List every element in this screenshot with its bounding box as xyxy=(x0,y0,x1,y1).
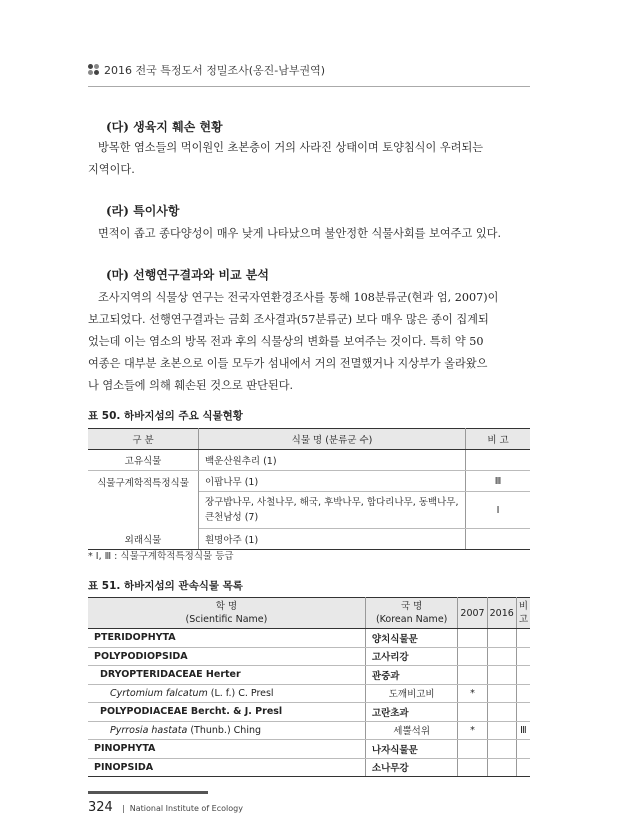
footer-org-name: National Institute of Ecology xyxy=(129,804,243,813)
mark-2007 xyxy=(458,666,487,685)
remark: Ⅲ xyxy=(516,721,530,740)
taxon-name xyxy=(88,684,365,703)
taxon-name: PINOPSIDA xyxy=(88,758,365,777)
table-row xyxy=(88,758,530,777)
mark-2007: * xyxy=(458,684,487,703)
remark xyxy=(516,703,530,722)
table-cell: 백운산원추리 (1) xyxy=(199,450,466,471)
section-body-damage xyxy=(88,137,530,181)
table-row xyxy=(88,647,530,666)
table-row xyxy=(88,471,530,492)
remark xyxy=(516,758,530,777)
header-title: 2016 전국 특정도서 정밀조사(옹진-남부권역) xyxy=(104,64,326,77)
taxon-author: (Thunb.) Ching xyxy=(187,724,262,736)
footer-rule xyxy=(88,791,208,794)
body-line: 보고되었다. 선행연구결과는 금회 조사결과(57분류군) 보다 매우 많은 종이 집계되 xyxy=(88,313,489,326)
table-cell xyxy=(466,529,531,550)
table-row xyxy=(88,666,530,685)
table-header-cell: 비고 xyxy=(516,598,530,629)
body-line: 었는데 이는 염소의 방목 전과 후의 식물상의 변화를 보여주는 것이다. 특히 약 50 xyxy=(88,335,484,348)
table-cell: 식물구계학적특정식물 xyxy=(88,471,199,529)
remark xyxy=(516,647,530,666)
table-cell xyxy=(466,450,531,471)
table-header-cell: 2016 xyxy=(487,598,516,629)
table-row xyxy=(88,684,530,703)
taxon-name: POLYPODIOPSIDA xyxy=(88,647,365,666)
table-header-cell xyxy=(365,598,458,629)
table-header-cell: 구 분 xyxy=(88,429,199,450)
table-cell: Ⅲ xyxy=(466,471,531,492)
mark-2016 xyxy=(487,721,516,740)
header-subtext: (Scientific Name) xyxy=(185,614,268,625)
table-row xyxy=(88,629,530,648)
korean-name: 세뿔석위 xyxy=(365,721,458,740)
table51-caption: 표 51. 하바지섬의 관속식물 목록 xyxy=(88,580,243,592)
remark xyxy=(516,666,530,685)
grid-dots-icon xyxy=(88,64,100,76)
table-header-cell: 비 고 xyxy=(466,429,531,450)
mark-2016 xyxy=(487,758,516,777)
taxon-name-italic: Cyrtomium falcatum xyxy=(110,687,208,699)
mark-2007 xyxy=(458,703,487,722)
section-title-comparison: (마) 선행연구결과와 비교 분석 xyxy=(106,268,269,282)
mark-2007 xyxy=(458,740,487,759)
header-subtext: (Korean Name) xyxy=(375,614,448,625)
section-title-damage: (다) 생육지 훼손 현황 xyxy=(106,120,223,134)
table51 xyxy=(88,597,530,777)
table-header-cell: 식물 명 (분류군 수) xyxy=(199,429,466,450)
table-cell: Ⅰ xyxy=(466,492,531,529)
header-text: 국 명 xyxy=(400,601,423,612)
mark-2007 xyxy=(458,647,487,666)
table-header-cell xyxy=(88,598,365,629)
header-text: 학 명 xyxy=(215,601,238,612)
table-row xyxy=(88,529,530,550)
footer-organization: | National Institute of Ecology xyxy=(122,804,243,813)
table-header-cell: 2007 xyxy=(458,598,487,629)
taxon-name-italic: Pyrrosia hastata xyxy=(110,724,188,736)
table-row xyxy=(88,703,530,722)
taxon-name: DRYOPTERIDACEAE Herter xyxy=(88,666,365,685)
table-cell: 장구밥나무, 사철나무, 해국, 후박나무, 합다리나무, 동백나무, 큰천남성 (7) xyxy=(199,492,466,529)
mark-2016 xyxy=(487,703,516,722)
korean-name: 고란초과 xyxy=(365,703,458,722)
page-number: 324 xyxy=(88,800,113,815)
table50-note: * Ⅰ, Ⅲ : 식물구계학적특정식물 등급 xyxy=(88,551,234,562)
table-cell: 외래식물 xyxy=(88,529,199,550)
korean-name: 양치식물문 xyxy=(365,629,458,648)
mark-2016 xyxy=(487,740,516,759)
table-row xyxy=(88,450,530,471)
section-body-comparison xyxy=(88,287,530,397)
table-cell: 흰명아주 (1) xyxy=(199,529,466,550)
running-header xyxy=(88,60,530,87)
table-header-row xyxy=(88,598,530,629)
mark-2007: * xyxy=(458,721,487,740)
taxon-author: (L. f.) C. Presl xyxy=(207,687,274,699)
remark xyxy=(516,740,530,759)
korean-name: 고사리강 xyxy=(365,647,458,666)
table-header-row xyxy=(88,429,530,450)
taxon-name: POLYPODIACEAE Bercht. & J. Presl xyxy=(88,703,365,722)
taxon-name: PINOPHYTA xyxy=(88,740,365,759)
table-cell: 고유식물 xyxy=(88,450,199,471)
mark-2016 xyxy=(487,647,516,666)
table50 xyxy=(88,428,530,550)
body-line: 지역이다. xyxy=(88,163,135,176)
korean-name: 도깨비고비 xyxy=(365,684,458,703)
korean-name: 나자식물문 xyxy=(365,740,458,759)
section-body-notes xyxy=(88,223,530,245)
mark-2016 xyxy=(487,629,516,648)
body-line: 조사지역의 식물상 연구는 전국자연환경조사를 통해 108분류군(현과 엄, 2007)이 xyxy=(98,291,499,304)
taxon-name xyxy=(88,721,365,740)
body-line: 여종은 대부분 초본으로 이들 모두가 섬내에서 거의 전멸했거나 지상부가 올라왔으 xyxy=(88,357,488,370)
mark-2016 xyxy=(487,666,516,685)
mark-2016 xyxy=(487,684,516,703)
taxon-name: PTERIDOPHYTA xyxy=(88,629,365,648)
body-line: 방목한 염소들의 먹이원인 초본층이 거의 사라진 상태이며 토양침식이 우려되는 xyxy=(98,141,484,154)
mark-2007 xyxy=(458,758,487,777)
korean-name: 소나무강 xyxy=(365,758,458,777)
section-title-notes: (라) 특이사항 xyxy=(106,204,180,218)
body-line: 나 염소들에 의해 훼손된 것으로 판단된다. xyxy=(88,379,294,392)
mark-2007 xyxy=(458,629,487,648)
remark xyxy=(516,684,530,703)
body-line: 면적이 좁고 종다양성이 매우 낮게 나타났으며 불안정한 식물사회를 보여주고 있다. xyxy=(98,227,502,240)
table-cell: 이팝나무 (1) xyxy=(199,471,466,492)
korean-name: 관중과 xyxy=(365,666,458,685)
table-row xyxy=(88,721,530,740)
remark xyxy=(516,629,530,648)
table50-caption: 표 50. 하바지섬의 주요 식물현황 xyxy=(88,410,243,422)
table-row xyxy=(88,740,530,759)
